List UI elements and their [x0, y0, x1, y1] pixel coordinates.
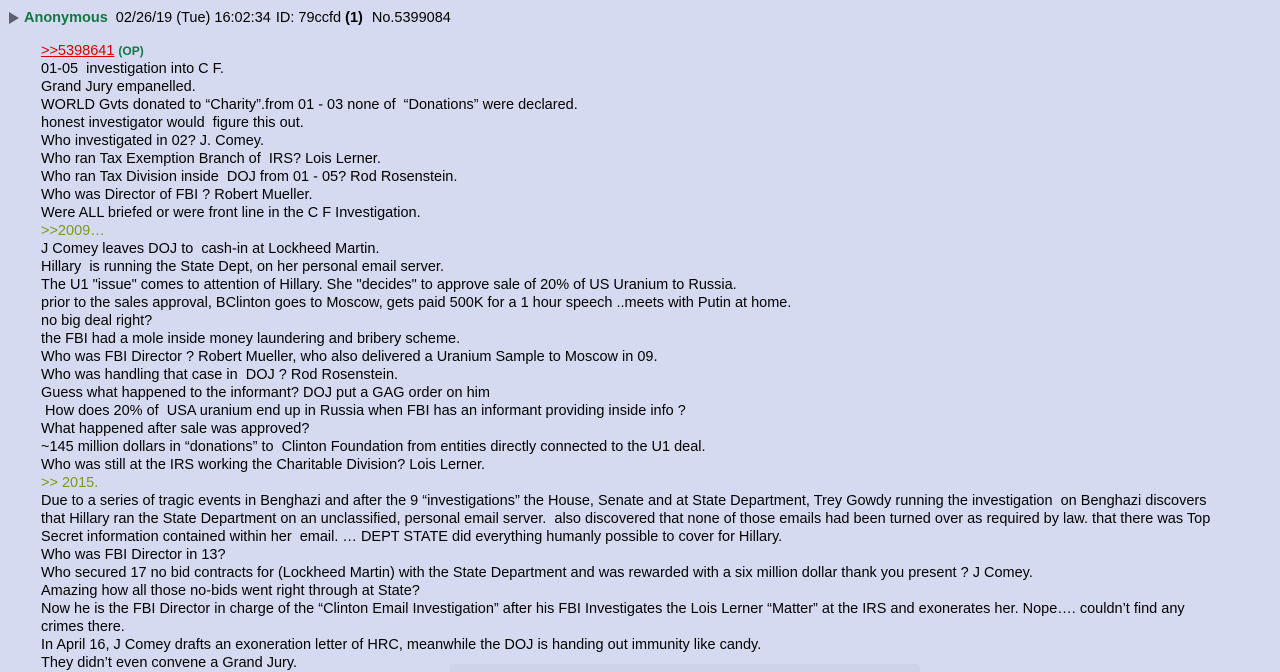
post-message [41, 42, 1231, 672]
message-line: Who was FBI Director ? Robert Mueller, who also delivered a Uranium Sample to Moscow in 09. [41, 349, 658, 365]
poster-post-count: (1) [345, 10, 363, 26]
message-line: Who ran Tax Division inside DOJ from 01 - 05? Rod Rosenstein. [41, 169, 458, 185]
message-line: J Comey leaves DOJ to cash-in at Lockheed Martin. [41, 241, 380, 257]
quote-link[interactable]: >>5398641 [41, 43, 115, 59]
message-line: prior to the sales approval, BClinton goes to Moscow, gets paid 500K for a 1 hour speech ..meets with Putin at home. [41, 295, 792, 311]
greentext-line: >> 2015. [41, 475, 99, 491]
poster-name: Anonymous [24, 10, 108, 26]
message-line: Now he is the FBI Director in charge of the “Clinton Email Investigation” after his FBI Investigates the Lois Lerner “Matter” at the IRS and exonerates her. Nope…. couldn’t find any crimes there. [41, 601, 1189, 635]
message-line: ~145 million dollars in “donations” to Clinton Foundation from entities directly connected to the U1 deal. [41, 439, 706, 455]
post-date: 02/26/19 (Tue) 16:02:34 [115, 10, 271, 26]
poster-id[interactable]: ID: 79ccfd [275, 10, 342, 26]
message-line: Due to a series of tragic events in Benghazi and after the 9 “investigations” the House, Senate and at State Department, Trey Gowdy running the investigation on Benghazi discovers that Hillary ran the State Department on an unclassified, personal email server. also discovered that none of those emails had been turned over as required by law. that there was Top Secret information contained within her email. … DEPT STATE did everything humanly possible to cover for Hillary. [41, 493, 1215, 545]
message-line: Who was Director of FBI ? Robert Mueller. [41, 187, 313, 203]
message-line: Who ran Tax Exemption Branch of IRS? Lois Lerner. [41, 151, 381, 167]
message-line: What happened after sale was approved? [41, 421, 310, 437]
message-line: no big deal right? [41, 313, 153, 329]
greentext-line: >>2009… [41, 223, 105, 239]
message-line: They didn’t even convene a Grand Jury. [41, 655, 298, 671]
message-line: Who was still at the IRS working the Charitable Division? Lois Lerner. [41, 457, 486, 473]
message-lines [41, 60, 1231, 672]
message-line: Were ALL briefed or were front line in the C F Investigation. [41, 205, 421, 221]
quote-line [41, 42, 1231, 60]
message-line: Grand Jury empanelled. [41, 79, 196, 95]
bottom-overlay [450, 664, 920, 672]
message-line: Amazing how all those no-bids went right through at State? [41, 583, 420, 599]
message-line: Who was handling that case in DOJ ? Rod Rosenstein. [41, 367, 399, 383]
op-marker: (OP) [118, 44, 144, 58]
post-container [5, 0, 1280, 672]
post-menu-arrow-icon[interactable] [9, 12, 19, 24]
message-line: The U1 "issue" comes to attention of Hillary. She "decides" to approve sale of 20% of US Uranium to Russia. [41, 277, 737, 293]
message-line: 01-05 investigation into C F. [41, 61, 224, 77]
message-line: the FBI had a mole inside money laundering and bribery scheme. [41, 331, 461, 347]
message-line: In April 16, J Comey drafts an exoneration letter of HRC, meanwhile the DOJ is handing out immunity like candy. [41, 637, 762, 653]
post-number-link[interactable]: No.5399084 [371, 10, 451, 26]
message-line: Hillary is running the State Dept, on her personal email server. [41, 259, 444, 275]
message-line: WORLD Gvts donated to “Charity”.from 01 - 03 none of “Donations” were declared. [41, 97, 578, 113]
message-line: Who investigated in 02? J. Comey. [41, 133, 264, 149]
message-line: How does 20% of USA uranium end up in Russia when FBI has an informant providing inside info ? [41, 403, 686, 419]
post-header [9, 8, 451, 28]
message-line: honest investigator would figure this out. [41, 115, 304, 131]
message-line: Guess what happened to the informant? DOJ put a GAG order on him [41, 385, 490, 401]
message-line: Who secured 17 no bid contracts for (Lockheed Martin) with the State Department and was rewarded with a six million dollar thank you present ? J Comey. [41, 565, 1033, 581]
message-line: Who was FBI Director in 13? [41, 547, 226, 563]
